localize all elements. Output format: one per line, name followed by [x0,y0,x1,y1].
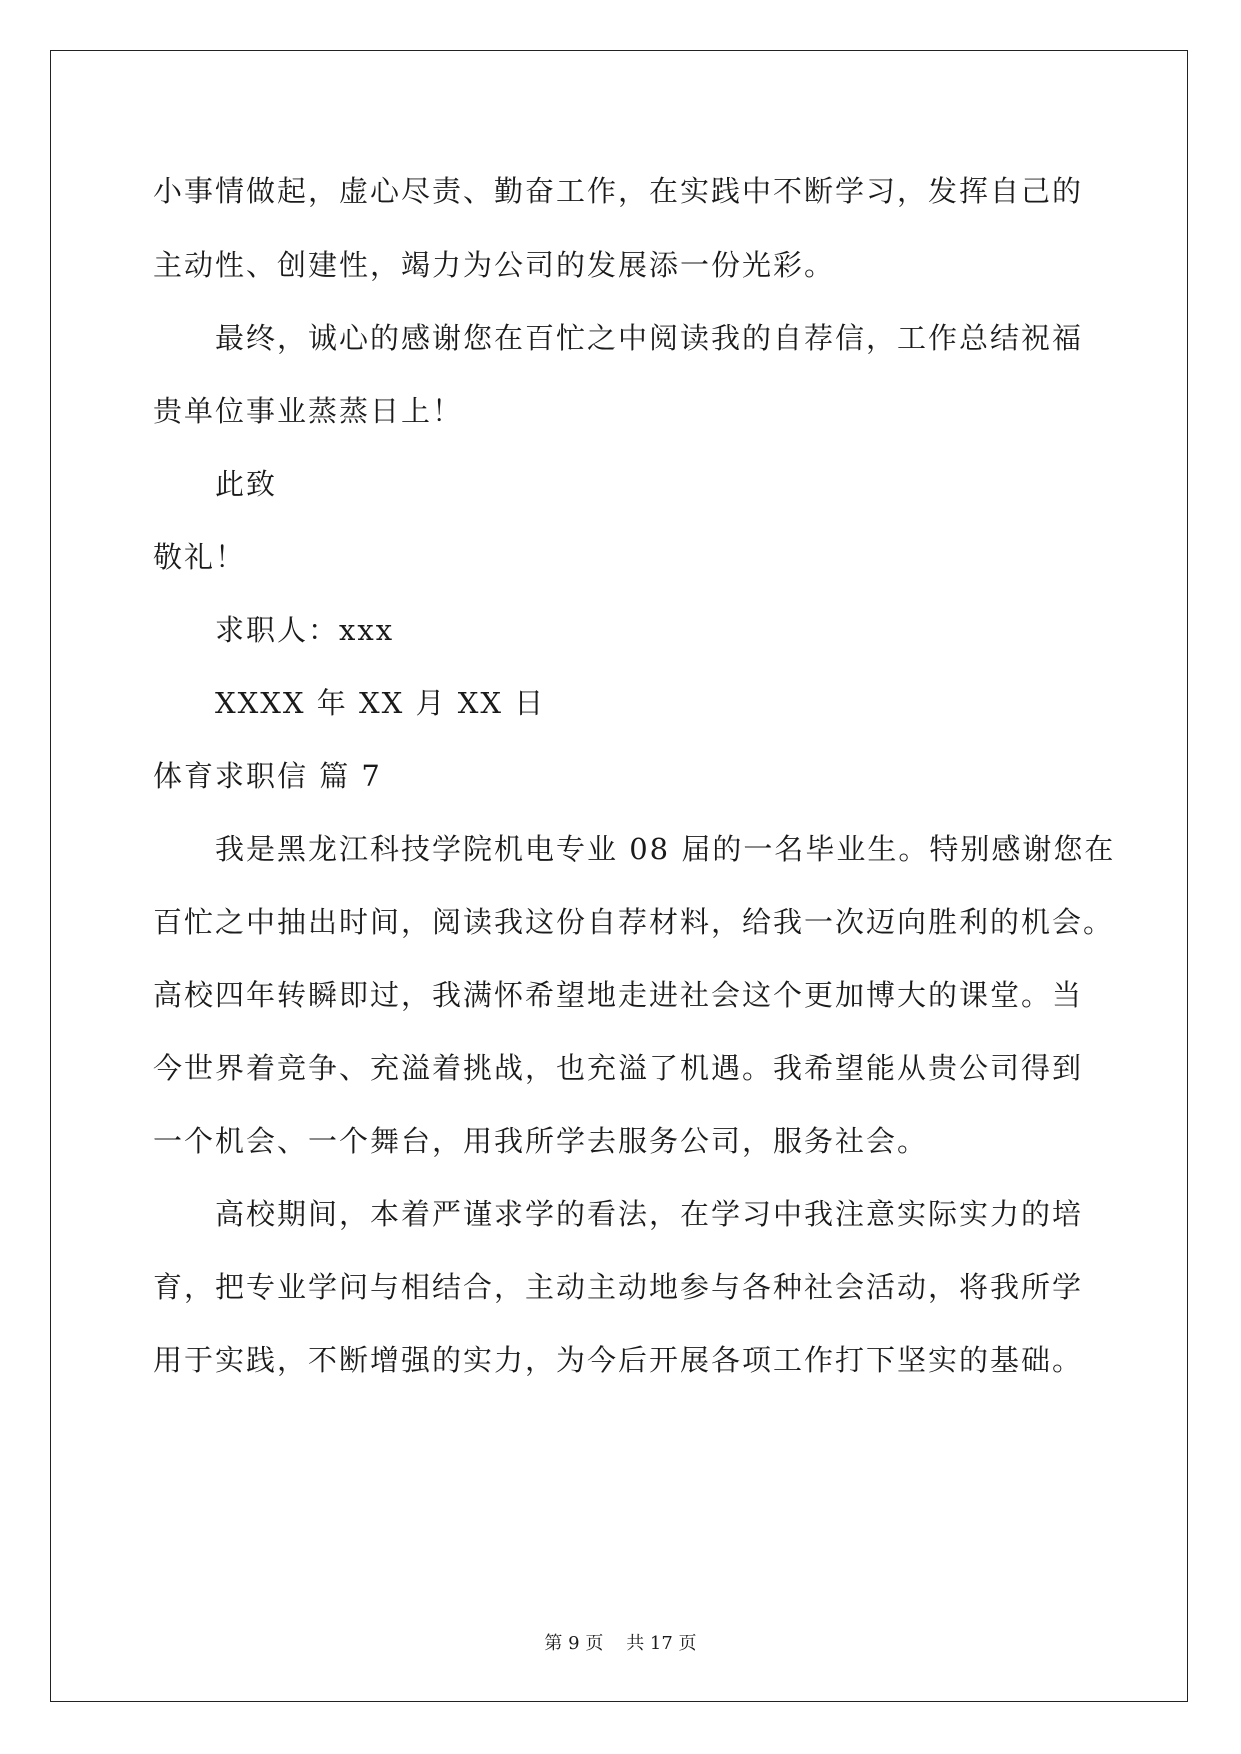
text-line: 百忙之中抽出时间，阅读我这份自荐材料，给我一次迈向胜利的机会。 [153,905,1115,939]
text-line: 今世界着竞争、充溢着挑战，也充溢了机遇。我希望能从贵公司得到 [153,1051,1084,1085]
text-line: 一个机会、一个舞台，用我所学去服务公司，服务社会。 [153,1124,929,1158]
text-line: 最终，诚心的感谢您在百忙之中阅读我的自荐信，工作总结祝福 [215,321,1084,355]
section-heading: 体育求职信 篇 7 [153,759,382,793]
page-border [50,50,1188,1702]
applicant-name: 求职人：xxx [215,613,395,647]
letter-date: XXXX 年 XX 月 XX 日 [215,686,546,720]
salutation-respect: 敬礼！ [153,540,247,574]
text-line: 主动性、创建性，竭力为公司的发展添一份光彩。 [153,248,836,282]
text-line: 贵单位事业蒸蒸日上！ [153,394,464,428]
page-number-footer: 第 9 页 共 17 页 [544,1633,697,1654]
text-line: 高校期间，本着严谨求学的看法，在学习中我注意实际实力的培 [215,1197,1084,1231]
text-line: 我是黑龙江科技学院机电专业 08 届的一名毕业生。特别感谢您在 [215,832,1116,866]
text-line: 育，把专业学问与相结合，主动主动地参与各种社会活动，将我所学 [153,1270,1084,1304]
text-line: 高校四年转瞬即过，我满怀希望地走进社会这个更加博大的课堂。当 [153,978,1084,1012]
text-line: 小事情做起，虚心尽责、勤奋工作，在实践中不断学习，发挥自己的 [153,174,1084,208]
salutation-closing: 此致 [215,467,278,501]
text-line: 用于实践，不断增强的实力，为今后开展各项工作打下坚实的基础。 [153,1343,1084,1377]
